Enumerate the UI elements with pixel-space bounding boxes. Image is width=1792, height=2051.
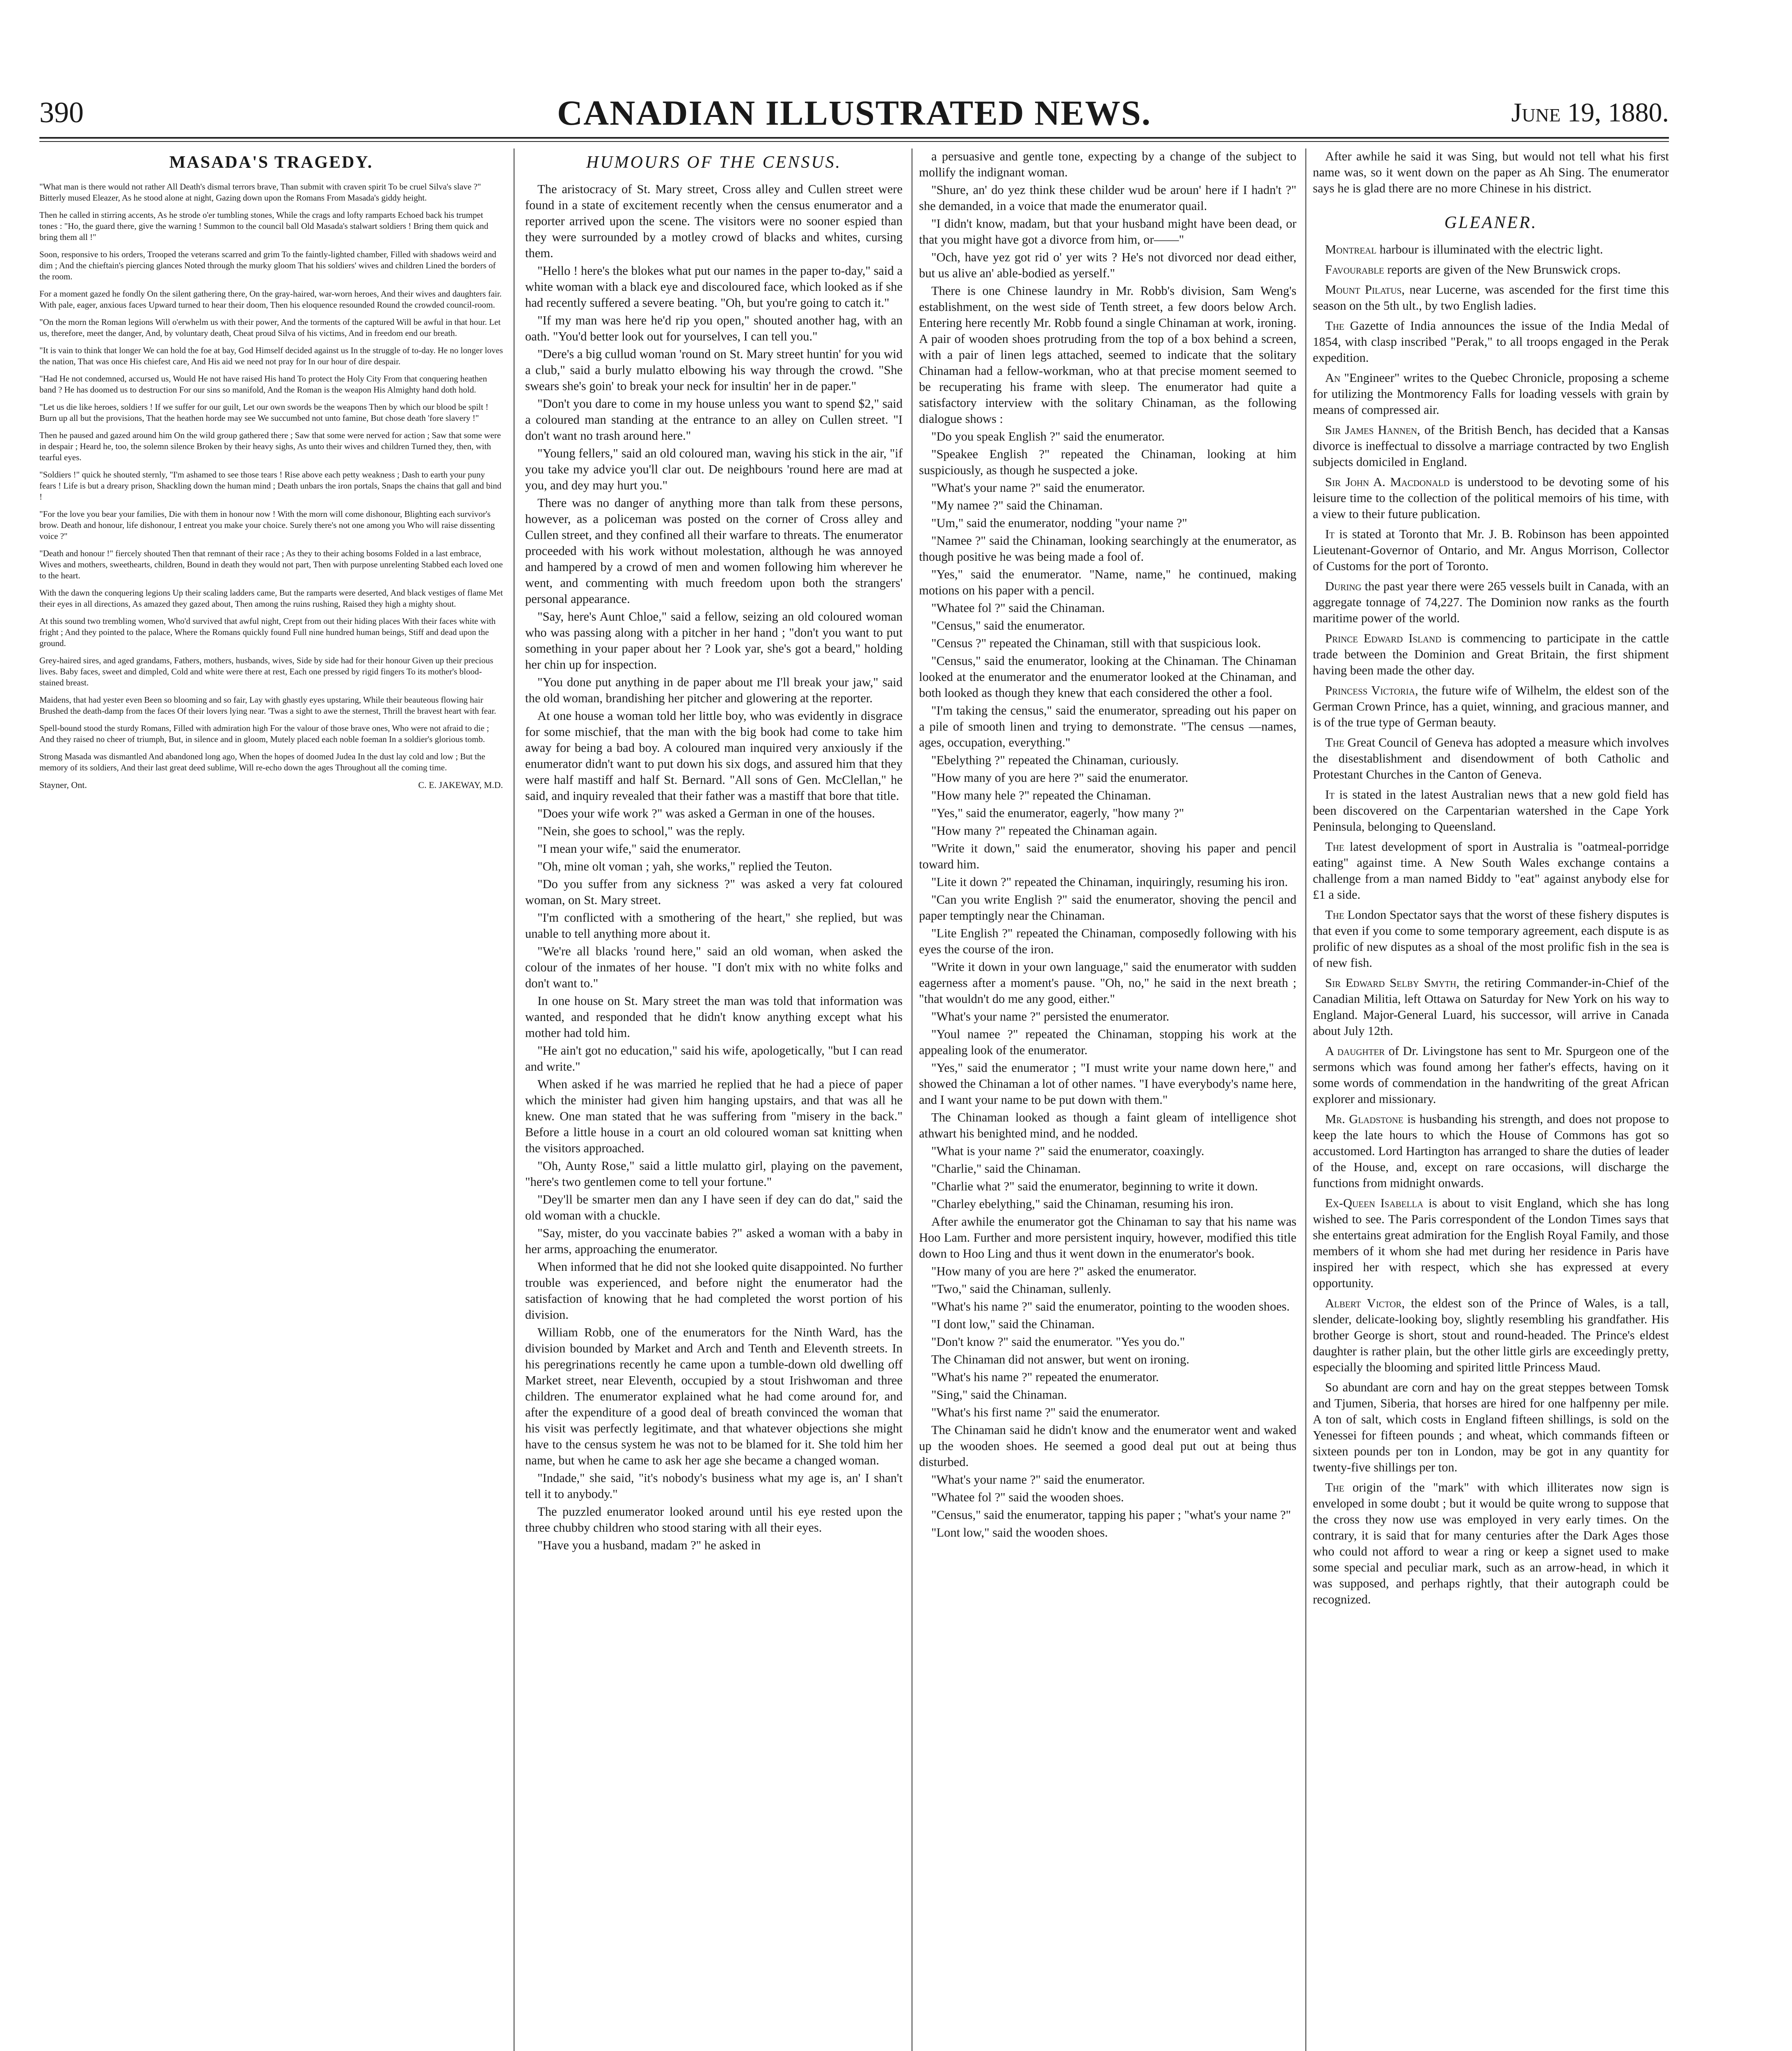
issue-date: June 19, 1880. (1511, 98, 1669, 128)
gleaner-item (1313, 318, 1669, 366)
census-paragraph: After awhile the enumerator got the Chinaman to say that his name was Hoo Lam. Further and more persistent inquiry, however, modified this title down to Hoo Ling and thus it went down in the enumerator's book. (919, 1215, 1296, 1261)
gleaner-item-text: is understood to be devoting some of his leisure time to the collection of the political memoirs of his time, with a view to their future publication. (1313, 475, 1669, 521)
gleaner-item (1313, 262, 1669, 278)
gleaner-item-lead: The (1325, 735, 1344, 749)
gleaner-item-lead: Princess Victoria (1325, 683, 1415, 697)
census-paragraph: "He ain't got no education," said his wife, apologetically, "but I can read and write." (525, 1044, 903, 1073)
gleaner-item-lead: Favourable (1325, 263, 1384, 276)
gleaner-item-text: Great Council of Geneva has adopted a measure which involves the disestablishment and disendowment of both Catholic and Protestant Churches in the Canton of Geneva. (1313, 735, 1669, 781)
gleaner-item (1313, 474, 1669, 522)
header-rule-thin (39, 141, 1669, 142)
census-paragraph: The puzzled enumerator looked around until his eye rested upon the three chubby children who stood staring with all their eyes. (525, 1505, 903, 1535)
census-paragraph: "Shure, an' do yez think these childer wud be aroun' here if I hadn't ?" she demanded, in a voice that made the enumerator quail. (919, 183, 1296, 213)
census-paragraph: "Lite it down ?" repeated the Chinaman, inquiringly, resuming his iron. (931, 875, 1288, 889)
gleaner-item-lead: Prince Edward Island (1325, 631, 1442, 645)
poem-stanza: Strong Masada was dismantled And abandoned long ago, When the hopes of doomed Judea In the dust lay cold and low ; But the memory of its soldiers, And their last great deed sublime, Will re-echo down the ages Throughout all the coming time. (39, 751, 485, 772)
gleaner-item-text: So abundant are corn and hay on the great steppes between Tomsk and Tjumen, Siberia, that horses are hired for one halfpenny per mile. A ton of salt, which costs in England fifteen shillings, is sold on the Yenessei for fifteen pounds ; and wheat, which commands fifteen or sixteen pounds per ton in London, may be got in any quantity for twenty-five shillings per ton. (1313, 1380, 1669, 1474)
gleaner-item (1313, 907, 1669, 971)
gleaner-item-lead: Mount Pilatus (1325, 283, 1402, 297)
gleaner-item-lead: Sir Edward Selby Smyth (1325, 976, 1456, 990)
census-paragraph: "Youl namee ?" repeated the Chinaman, stopping his work at the appealing look of the enumerator. (919, 1027, 1296, 1057)
gleaner-item (1313, 735, 1669, 783)
gleaner-item-text: origin of the "mark" with which illiterates now sign is enveloped in some doubt ; but it would be quite wrong to suppose that the cross they now use was employed in very early times. On the contrary, it is said that for many centuries after the Dark Ages those who could not afford to wear a ring or keep a signet used to make some special and peculiar mark, such as an arrow-head, in which it was supposed, and perhaps rightly, that their autograph could be recognized. (1313, 1480, 1669, 1606)
census-paragraph: "What's his name ?" said the enumerator, pointing to the wooden shoes. (931, 1300, 1290, 1313)
census-text-3 (1313, 148, 1669, 196)
census-paragraph: "Census," said the enumerator, tapping his paper ; "what's your name ?" (931, 1508, 1291, 1522)
census-paragraph: "You done put anything in de paper about me I'll break your jaw," said the old woman, brandishing her pitcher and glowering at the reporter. (525, 675, 903, 705)
gleaner-item-lead: Montreal (1325, 242, 1377, 256)
poem-stanza: Then he paused and gazed around him On the wild group gathered there ; Saw that some were nerved for action ; Saw that some were in despair ; Heard he, too, the solemn silence Broken by their heavy sighs, As unto their wives and children Turned they, then, with tearful eyes. (39, 430, 501, 462)
census-paragraph: "Census," said the enumerator, looking at the Chinaman. The Chinaman looked at the enumerator and the enumerator looked at the Chinaman, and both looked as though they knew that each considered the other a fool. (919, 654, 1296, 700)
masthead: CANADIAN ILLUSTRATED NEWS. (557, 93, 1152, 132)
census-paragraph: "Young fellers," said an old coloured man, waving his stick in the air, "if you take my advice you'll clar out. De neighbours 'round here are mad at you, and dey may hurt you." (525, 446, 903, 492)
poem-stanza: For a moment gazed he fondly On the silent gathering there, On the gray-haired, war-worn heroes, And their wives and daughters fair. With pale, eager, anxious faces Upward turned to hear their doom, Then his eloquence resounded Round the crowded council-room. (39, 289, 502, 310)
poem-stanza: At this sound two trembling women, Who'd survived that awful night, Crept from out their hiding places With their faces white with fright ; And they pointed to the palace, Where the Romans quickly found Full nine hundred human beings, Stiff and dead upon the ground. (39, 616, 496, 648)
poem-stanza: "Soldiers !" quick he shouted sternly, "I'm ashamed to see those tears ! Rise above each petty weakness ; Dash to earth your puny fears ! Life is but a dreary prison, Shackling down the human mind ; Death unbars the iron portals, Snaps the chains that gall and bind ! (39, 470, 502, 502)
gleaner-item-text: "Engineer" writes to the Quebec Chronicle, proposing a scheme for utilizing the Montmorency Falls for loading vessels with grain by means of compressed air. (1313, 371, 1669, 417)
census-paragraph: "How many ?" repeated the Chinaman again. (931, 824, 1157, 838)
poem-author: C. E. JAKEWAY, M.D. (418, 780, 503, 790)
census-paragraph: "How many of you are here ?" asked the enumerator. (931, 1264, 1197, 1278)
gleaner-item-lead: Ex-Queen Isabella (1325, 1196, 1424, 1210)
census-paragraph: "Whatee fol ?" said the Chinaman. (931, 601, 1105, 615)
gleaner-item-text: , the retiring Commander-in-Chief of the Canadian Militia, left Ottawa on Saturday for New York on his way to England. Major-General Luard, his successor, will arrive in Canada about July 12th. (1313, 976, 1669, 1038)
poem-stanza: Maidens, that had yester even Been so blooming and so fair, Lay with ghastly eyes upstaring, While their beauteous flowing hair Brushed the death-damp from the faces Of their lovers lying near. 'Twas a sight to awe the sternest, Thrill the bravest heart with fear. (39, 695, 496, 716)
census-paragraph: "Do you speak English ?" said the enumerator. (931, 429, 1165, 443)
census-paragraph: "Dey'll be smarter men dan any I have seen if dey can do dat," said the old woman with a chuckle. (525, 1192, 903, 1222)
census-paragraph: "Write it down in your own language," said the enumerator with sudden eagerness after a moment's pause. "Oh, no," he said in the next breath ; "that wouldn't do me any good, either." (919, 960, 1296, 1006)
gleaner-item-text: is husbanding his strength, and does not propose to keep the late hours to which the House of Commons has got so accustomed. Lord Hartington has arranged to share the duties of leader of the House, and, except on rare occasions, will discharge the functions from midnight onwards. (1313, 1112, 1669, 1190)
census-paragraph: "Speakee English ?" repeated the Chinaman, looking at him suspiciously, as though he suspected a joke. (919, 447, 1296, 477)
census-paragraph: "Nein, she goes to school," was the reply. (537, 824, 745, 838)
census-paragraph: "Lont low," said the wooden shoes. (931, 1526, 1108, 1539)
gleaner-item-lead: Albert Victor (1325, 1296, 1402, 1310)
gleaner-item-lead: It (1325, 527, 1335, 541)
gleaner-item (1313, 975, 1669, 1039)
census-paragraph: "I mean your wife," said the enumerator. (537, 842, 741, 856)
gleaner-item (1313, 370, 1669, 418)
poem-title: MASADA'S TRAGEDY. (169, 153, 373, 172)
gleaner-item-lead: Sir James Hannen (1325, 423, 1417, 437)
census-paragraph: "What's his name ?" repeated the enumerator. (931, 1370, 1159, 1384)
census-paragraph: "Say, here's Aunt Chloe," said a fellow, seizing an old coloured woman who was passing along with a pitcher in her hand ; "don't you want to put something in your paper about her ? Look yar, she's got a beard," holding her chin up for inspection. (525, 610, 903, 671)
gleaner-item-lead: The (1325, 319, 1344, 333)
poem-stanza: "On the morn the Roman legions Will o'erwhelm us with their power, And the torments of the captured Will be awful in that hour. Let us, therefore, meet the danger, And, by voluntary death, Cheat proud Silva of his victims, And in freedom end our breath. (39, 317, 501, 338)
census-column-1 (525, 148, 903, 2051)
census-paragraph: "Namee ?" said the Chinaman, looking searchingly at the enumerator, as though positive he was being made a fool of. (919, 534, 1296, 564)
census-paragraph: "I dont low," said the Chinaman. (931, 1317, 1095, 1331)
gleaner-item-lead: The (1325, 840, 1344, 854)
gleaner-item-text: , the future wife of Wilhelm, the eldest son of the German Crown Prince, has a quiet, winning, and gracious manner, and is of the true type of German beauty. (1313, 683, 1669, 729)
gleaner-item-text: is stated in the latest Australian news that a new gold field has been discovered on the Carpentarian watershed in the Cape York Peninsula, belonging to Queensland. (1313, 788, 1669, 834)
census-paragraph: "Charley ebelything," said the Chinaman, resuming his iron. (931, 1197, 1234, 1211)
gleaner-item-text: is commencing to participate in the cattle trade between the Dominion and Great Britain, the first shipment having been made the other day. (1313, 631, 1669, 677)
gleaner-item-lead: A daughter (1325, 1044, 1385, 1058)
gleaner-item (1313, 422, 1669, 470)
census-paragraph: At one house a woman told her little boy, who was evidently in disgrace for some mischief, that the man with the big book had come to take him away for being a bad boy. A coloured man inquired very anxiously if the enumerator didn't want to put down his six dogs, and assured him that they were half mastiff and half St. Bernard. "All sons of Gen. McClellan," he said, and inquiry revealed that their father was a mastiff that bore that title. (525, 709, 903, 803)
gleaner-item-lead: The (1325, 1480, 1344, 1494)
census-paragraph: "Dere's a big cullud woman 'round on St. Mary street huntin' for you wid a club," said a burly mulatto elbowing his way through the crowd. "She swears she's goin' to break your neck for insultin' her in de paper." (525, 347, 903, 393)
census-paragraph: "How many of you are here ?" said the enumerator. (931, 771, 1189, 785)
census-paragraph: "What's his first name ?" said the enumerator. (931, 1405, 1160, 1419)
poem-stanza: "Death and honour !" fiercely shouted Then that remnant of their race ; As they to their aching bosoms Folded in a last embrace, Wives and mothers, sweethearts, children, Bound in death they would not part, Then with purpose unrelenting Stabbed each loved one to the heart. (39, 548, 503, 580)
gleaner-title: GLEANER. (1444, 213, 1538, 232)
census-title: HUMOURS OF THE CENSUS. (586, 153, 842, 172)
census-paragraph: The Chinaman looked as though a faint gleam of intelligence shot athwart his benighted mind, and he nodded. (919, 1110, 1296, 1140)
census-paragraph: "Oh, Aunty Rose," said a little mulatto girl, playing on the pavement, "here's two gentlemen come to tell your fortune." (525, 1159, 903, 1189)
column-divider (1305, 148, 1306, 2051)
census-paragraph: "If my man was here he'd rip you open," shouted another hag, with an oath. "You'd better look out for yourselves, I can tell you." (525, 313, 903, 343)
gleaner-item-text: , of the British Bench, has decided that a Kansas divorce is ineffectual to dissolve a marriage contracted by two English subjects domiciled in England. (1313, 423, 1669, 469)
gleaner-item-text: Gazette of India announces the issue of the India Medal of 1854, with clasp inscribed "Perak," to all troops engaged in the Perak expedition. (1313, 319, 1669, 365)
census-paragraph: The aristocracy of St. Mary street, Cross alley and Cullen street were found in a state of excitement recently when the census enumerator and a reporter arrived upon the scene. The visitors were no sooner espied than they were surrounded by a motley crowd of blacks and whites, cursing them. (525, 182, 903, 260)
census-paragraph: "We're all blacks 'round here," said an old woman, when asked the colour of the inmates of her house. "I don't mix with no white folks and don't want to." (525, 944, 903, 990)
poem-stanza: Grey-haired sires, and aged grandams, Fathers, mothers, husbands, wives, Side by side had for their honour Given up their precious lives. Baby faces, sweet and dimpled, Cold and white were there at rest, Each one pressed by rigid fingers To its mother's blood-stained breast. (39, 655, 494, 687)
gleaner-item-text: of Dr. Livingstone has sent to Mr. Spurgeon one of the sermons which was found among her father's effects, having on it some words of commendation in the handwriting of the great African explorer and missionary. (1313, 1044, 1669, 1106)
gleaner-item (1313, 630, 1669, 678)
gleaner-item-lead: Mr. Gladstone (1325, 1112, 1403, 1126)
census-paragraph: "Indade," she said, "it's nobody's business what my age is, an' I shan't tell it to anybody." (525, 1471, 903, 1501)
census-paragraph: "Don't know ?" said the enumerator. "Yes you do." (931, 1335, 1185, 1349)
gleaner-item-text: , the eldest son of the Prince of Wales, is a tall, slender, delicate-looking boy, slightly resembling his grandfather. His brother George is short, stout and round-headed. The Prince's eldest daughter is rather plain, but the other little girls are exceedingly pretty, especially the blooming and spirited little Princess Maud. (1313, 1296, 1669, 1374)
page-header (39, 88, 1669, 133)
census-paragraph: "Yes," said the enumerator. "Name, name," he continued, making motions on his paper with a pencil. (919, 567, 1296, 597)
census-paragraph: "Och, have yez got rid o' yer wits ? He's not divorced nor dead either, but us alive an' able-bodied as yerself." (919, 250, 1296, 280)
gleaner-item (1313, 683, 1669, 731)
gleaner-item (1313, 1043, 1669, 1107)
census-paragraph: "Census ?" repeated the Chinaman, still with that suspicious look. (931, 636, 1261, 650)
census-paragraph: "Have you a husband, madam ?" he asked in (537, 1538, 761, 1552)
gleaner-item-text: harbour is illuminated with the electric light. (1376, 242, 1603, 256)
census-paragraph: "Whatee fol ?" said the wooden shoes. (931, 1490, 1124, 1504)
gleaner-item-text: is stated at Toronto that Mr. J. B. Robinson has been appointed Lieutenant-Governor of Ontario, and Mr. Angus Morrison, Collector of Customs for the port of Toronto. (1313, 527, 1669, 573)
census-paragraph: "My namee ?" said the Chinaman. (931, 498, 1103, 512)
gleaner-item (1313, 578, 1669, 626)
gleaner-item (1313, 1295, 1669, 1375)
poem-stanza: "Had He not condemned, accursed us, Would He not have raised His hand To protect the Holy City From that conquering heathen band ? He has doomed us to destruction For our sins so manifold, And the Roman is the weapon His Almighty hand doth hold. (39, 374, 487, 395)
gleaner-item-text: London Spectator says that the worst of these fishery disputes is that even if you come to some temporary agreement, each dispute is as prolific of new disputes as a shoal of the most prolific fish in the sea is of new fish. (1313, 908, 1669, 970)
census-paragraph: "What's your name ?" persisted the enumerator. (931, 1010, 1170, 1023)
census-paragraph: "Can you write English ?" said the enumerator, shoving the pencil and paper temptingly near the Chinaman. (919, 893, 1296, 923)
census-paragraph: "Lite English ?" repeated the Chinaman, composedly following with his eyes the course of the iron. (919, 926, 1296, 956)
census-paragraph: The Chinaman said he didn't know and the enumerator went and waked up the wooden shoes. He seemed a good deal put out at being thus disturbed. (919, 1423, 1296, 1469)
poem-stanza: "What man is there would not rather All Death's dismal terrors brave, Than submit with craven spirit To be cruel Silva's slave ?" Bitterly mused Eleazer, As he stood alone at night, Gazing down upon the Romans From Masada's giddy height. (39, 182, 481, 203)
poem-body (39, 181, 503, 773)
gleaner-body (1313, 242, 1669, 1608)
poem-column (39, 148, 503, 2051)
census-paragraph: "Um," said the enumerator, nodding "your name ?" (931, 516, 1187, 530)
gleaner-item-lead: The (1325, 908, 1344, 922)
gleaner-item-text: , near Lucerne, was ascended for the first time this season on the 5th ult., by two English ladies. (1313, 283, 1669, 313)
gleaner-item-lead: It (1325, 788, 1335, 802)
census-paragraph: "I didn't know, madam, but that your husband might have been dead, or that you might have got a divorce from him, or——" (919, 217, 1296, 247)
gleaner-item-text: latest development of sport in Australia is "oatmeal-porridge eating" against time. A New South Wales exchange contains a challenge from a man named Biddy to "eat" against anybody else for £1 a side. (1313, 840, 1669, 902)
census-paragraph: William Robb, one of the enumerators for the Ninth Ward, has the division bounded by Market and Arch and Tenth and Eleventh streets. In his peregrinations recently he came upon a tumble-down old dwelling off Market street, near Eleventh, occupied by a stout Irishwoman and three children. The enumerator explained what he had come around for, and after the expenditure of a good deal of breath convinced the woman that his visit was perfectly legitimate, and that whatever objections she might have to the census system he was not to be blamed for it. She told him her name, but when he came to ask her age she became a changed woman. (525, 1325, 903, 1467)
census-paragraph: "Charlie what ?" said the enumerator, beginning to write it down. (931, 1179, 1258, 1193)
poem-signature (39, 780, 503, 790)
poem-stanza: Soon, responsive to his orders, Trooped the veterans scarred and grim To the faintly-lighted chamber, Filled with shadows weird and dim ; And the chieftain's piercing glances Noted through the murky gloom That his soldiers' wives and children Lined the borders of the room. (39, 249, 496, 281)
gleaner-item (1313, 787, 1669, 835)
census-paragraph: "Hello ! here's the blokes what put our names in the paper to-day," said a white woman with a black eye and discoloured face, which looked as if she had recently suffered a severe beating. "Oh, but you're going to catch it." (525, 264, 903, 310)
gleaner-item (1313, 282, 1669, 314)
census-paragraph: a persuasive and gentle tone, expecting by a change of the subject to mollify the indignant woman. (919, 149, 1296, 179)
gleaner-item (1313, 1195, 1669, 1291)
census-paragraph: The Chinaman did not answer, but went on ironing. (931, 1352, 1190, 1366)
census-text-2 (919, 148, 1296, 1541)
census-paragraph: When asked if he was married he replied that he had a piece of paper which the minister had given him hanging upstairs, and that was all he knew. One man stated that he was suffering from "misery in the back." Before a little house in a court an old coloured woman sat knitting when the visitors approached. (525, 1077, 903, 1155)
census-paragraph: "Census," said the enumerator. (931, 619, 1085, 633)
census-column-2 (919, 148, 1296, 2051)
header-rule (39, 137, 1669, 139)
census-paragraph: "Write it down," said the enumerator, shoving his paper and pencil toward him. (919, 841, 1296, 871)
census-paragraph: "What's your name ?" said the enumerator. (931, 481, 1145, 495)
census-paragraph: "Say, mister, do you vaccinate babies ?" asked a woman with a baby in her arms, approaching the enumerator. (525, 1226, 903, 1256)
census-paragraph: After awhile he said it was Sing, but would not tell what his first name was, so it went down on the paper as Ah Sing. The enumerator says he is glad there are no more Chinese in his district. (1313, 149, 1669, 195)
gleaner-item-text: the past year there were 265 vessels built in Canada, with an aggregate tonnage of 74,227. The Dominion now ranks as the fourth maritime power of the world. (1313, 579, 1669, 625)
census-paragraph: "Do you suffer from any sickness ?" was asked a very fat coloured woman, on St. Mary street. (525, 877, 903, 907)
poem-stanza: "Let us die like heroes, soldiers ! If we suffer for our guilt, Let our own swords be the weapons Then by which our blood be spilt ! Burn up all but the provisions, That the heathen horde may see We succumbed not unto famine, But chose death 'fore slavery !" (39, 402, 489, 423)
gleaner-item (1313, 242, 1669, 258)
census-paragraph: "Yes," said the enumerator ; "I must write your name down here," and showed the Chinaman a lot of other names. "I have everybody's name here, and I want your name to be put down with them." (919, 1061, 1296, 1107)
gleaner-item-lead: An (1325, 371, 1341, 385)
census-paragraph: In one house on St. Mary street the man was told that information was wanted, and responded that he didn't know anything except what his mother had told him. (525, 994, 903, 1040)
census-paragraph: "Oh, mine olt voman ; yah, she works," replied the Teuton. (537, 859, 832, 873)
census-paragraph: "Yes," said the enumerator, eagerly, "how many ?" (931, 806, 1184, 820)
gleaner-item (1313, 526, 1669, 574)
gleaner-column (1313, 148, 1669, 2051)
poem-stanza: "For the love you bear your families, Die with them in honour now ! With the morn will come dishonour, Blighting each survivor's brow. Death and honour, life dishonour, I entreat you make your choice. Surely there's not one among you Who will raise dissenting voice ?" (39, 509, 495, 541)
census-paragraph: "Ebelything ?" repeated the Chinaman, curiously. (931, 753, 1179, 767)
page-number: 390 (39, 96, 84, 129)
census-paragraph: "Charlie," said the Chinaman. (931, 1162, 1081, 1176)
census-paragraph: There was no danger of anything more than talk from these persons, however, as a policeman was posted on the corner of Cross alley and Cullen street, and they confined all their warfare to threats. The enumerator proceeded with his work without molestation, although he was annoyed and hampered by a crowd of men and women following him wherever he went, and commenting with much freedom upon both the strangers' personal appearance. (525, 496, 903, 606)
gleaner-item (1313, 1380, 1669, 1475)
poem-stanza: "It is vain to think that longer We can hold the foe at bay, God Himself decided against us In the struggle of to-day. He no longer loves the nation, That was once His chiefest care, And His aid we need not pray for In our hour of dire despair. (39, 345, 503, 366)
gleaner-item (1313, 1111, 1669, 1191)
census-paragraph: "What is your name ?" said the enumerator, coaxingly. (931, 1144, 1205, 1158)
census-paragraph: "Two," said the Chinaman, sullenly. (931, 1282, 1111, 1296)
census-paragraph: "What's your name ?" said the enumerator. (931, 1473, 1145, 1487)
census-paragraph: "I'm taking the census," said the enumerator, spreading out his paper on a pile of smooth linen and trying to demonstrate. "The census —names, ages, occupation, everything." (919, 703, 1296, 749)
gleaner-item (1313, 1480, 1669, 1608)
poem-stanza: With the dawn the conquering legions Up their scaling ladders came, But the ramparts were deserted, And black vestiges of flame Met their eyes in all directions, As amazed they gazed about, Then among the ruins rushing, Raised they high a mighty shout. (39, 588, 503, 609)
gleaner-item-text: is about to visit England, which she has long wished to see. The Paris correspondent of the London Times says that she entertains great admiration for the English Royal Family, and those members of it whom she had met during her residence in Paris have inspired her with respect, which she has expressed at every opportunity. (1313, 1196, 1669, 1290)
census-paragraph: When informed that he did not she looked quite disappointed. No further trouble was experienced, and before night the enumerator had the satisfaction of knowing that he had completed the worst portion of his division. (525, 1260, 903, 1322)
census-paragraph: "I'm conflicted with a smothering of the heart," she replied, but was unable to tell anything more about it. (525, 911, 903, 941)
gleaner-item-text: reports are given of the New Brunswick crops. (1384, 263, 1621, 276)
gleaner-item (1313, 839, 1669, 903)
census-paragraph: "Don't you dare to come in my house unless you want to spend $2," said a coloured man standing at the entrance to an alley on Cullen street. "I don't want no trash around here." (525, 397, 903, 443)
census-text-1 (525, 181, 903, 1553)
poem-stanza: Spell-bound stood the sturdy Romans, Filled with admiration high For the valour of those brave ones, Who were not afraid to die ; And they raised no cheer of triumph, But, in silence and in gloom, Mutely placed each noble foeman In a soldier's glorious tomb. (39, 723, 489, 744)
gleaner-item-lead: During (1325, 579, 1362, 593)
poem-stanza: Then he called in stirring accents, As he strode o'er tumbling stones, While the crags and lofty ramparts Echoed back his trumpet tones : "Ho, the guard there, give the warning ! Summon to the council ball Old Masada's stalwart soldiers ! Bring them quick and bring them all !" (39, 210, 489, 242)
census-paragraph: "Sing," said the Chinaman. (931, 1388, 1067, 1402)
poem-place: Stayner, Ont. (39, 780, 87, 790)
gleaner-item-lead: Sir John A. Macdonald (1325, 475, 1450, 489)
census-paragraph: "Does your wife work ?" was asked a German in one of the houses. (537, 806, 875, 820)
census-paragraph: There is one Chinese laundry in Mr. Robb's division, Sam Weng's establishment, on the west side of Tenth street, a few doors below Arch. Entering here recently Mr. Robb found a single Chinaman at work, ironing. A pair of wooden shoes protruding from the top of a box behind a screen, with a pair of linen legs attached, seemed to indicate that the solitary Chinaman had a fellow-workman, who at that precise moment seemed to be recuperating his frame with sleep. The enumerator had quite a satisfactory interview with the solitary Chinaman, as the following dialogue shows : (919, 284, 1296, 426)
census-paragraph: "How many hele ?" repeated the Chinaman. (931, 788, 1151, 802)
